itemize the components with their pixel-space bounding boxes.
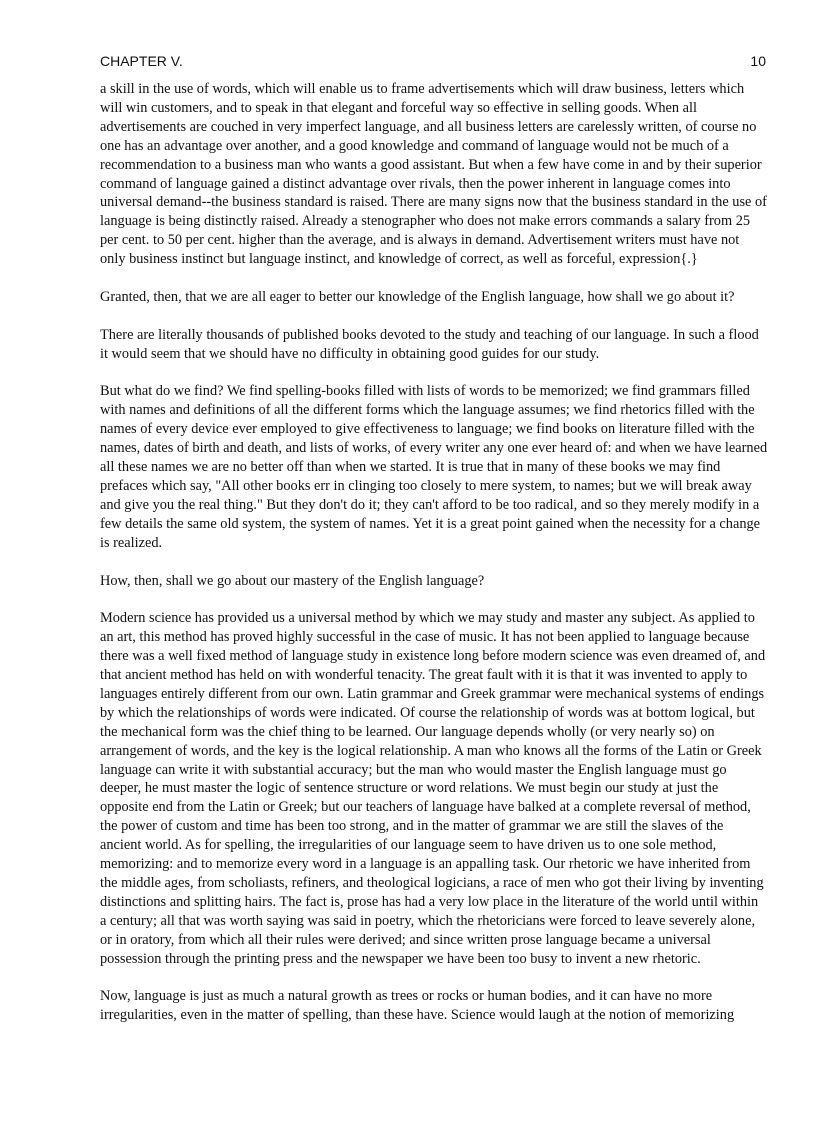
paragraph: Modern science has provided us a universal method by which we may study and master any subject. As applied to an art, this method has proved highly successful in the case of music. It has not been applied to language because there was a well fixed method of language study in existence long before modern science was even dreamed of, and that ancient method has held on with wonderful tenacity. The great fault with it is that it was invented to apply to languages entirely different from our own. Latin grammar and Greek grammar were mechanical systems of endings by which the relationships of words were indicated. Of course the relationship of words was at bottom logical, but the mechanical form was the chief thing to be learned. Our language depends wholly (or very nearly so) on arrangement of words, and the key is the logical relationship. A man who knows all the forms of the Latin or Greek language can write it with substantial accuracy; but the man who would master the English language must go deeper, he must master the logic of sentence structure or word relations. We must begin our study at just the opposite end from the Latin or Greek; but our teachers of language have balked at a complete reversal of method, the power of custom and time has been too strong, and in the matter of grammar we are still the slaves of the ancient world. As for spelling, the irregularities of our language seem to have driven us to one sole method, memorizing: and to memorize every word in a language is an appalling task. Our rhetoric we have inherited from the middle ages, from scholiasts, refiners, and theological logicians, a race of men who got their living by inventing distinctions and splitting hairs. The fact is, prose has had a very low place in the literature of the world until within a century; all that was worth saying was said in poetry, which the rhetoricians were forced to leave severely alone, or in oratory, from which all their rules were derived; and since written prose language became a universal possession through the printing press and the newspaper we have been too busy to invent a new rhetoric.: [100, 610, 766, 967]
page-number: 10: [750, 53, 766, 69]
paragraph: Now, language is just as much a natural growth as trees or rocks or human bodies, and it can have no more irregularities, even in the matter of spelling, than these have. Science would laugh at the notion of memorizing: [100, 988, 735, 1024]
paragraph: a skill in the use of words, which will enable us to frame advertisements which will draw business, letters which will win customers, and to speak in that elegant and forceful way so effective in selling goods. When all advertisements are couched in very imperfect language, and all business letters are carelessly written, of course no one has an advantage over another, and a good knowledge and command of language would not be much of a recommendation to a business man who wants a good assistant. But when a few have come in and by their superior command of language gained a distinct advantage over rivals, then the power inherent in language comes into universal demand--the business standard is raised. There are many signs now that the business standard in the use of language is being distinctly raised. Already a stenographer who does not make errors commands a salary from 25 per cent. to 50 per cent. higher than the average, and is always in demand. Advertisement writers must have not only business instinct but language instinct, and knowledge of correct, as well as forceful, expression{.}: [100, 81, 767, 268]
page-body: [100, 80, 768, 1044]
page-header: [100, 52, 766, 70]
chapter-title: CHAPTER V.: [100, 53, 183, 69]
paragraph: How, then, shall we go about our mastery of the English language?: [100, 572, 485, 589]
paragraph: Granted, then, that we are all eager to better our knowledge of the English language, how shall we go about it?: [100, 288, 735, 305]
paragraph: But what do we find? We find spelling-books filled with lists of words to be memorized; we find grammars filled with names and definitions of all the different forms which the language assumes; we find rhetorics filled with the names of every device ever employed to give effectiveness to language; we find books on literature filled with the names, dates of birth and death, and lists of works, of every writer any one ever heard of: and when we have learned all these names we are no better off than when we started. It is true that in many of these books we may find prefaces which say, "All other books err in clinging too closely to mere system, to names; but we will break away and give you the real thing." But they don't do it; they can't afford to be too radical, and so they merely modify in a few details the same old system, the system of names. Yet it is a great point gained when the necessity for a change is realized.: [100, 383, 768, 551]
paragraph: There are literally thousands of published books devoted to the study and teaching of our language. In such a flood it would seem that we should have no difficulty in obtaining good guides for our study.: [100, 326, 759, 362]
